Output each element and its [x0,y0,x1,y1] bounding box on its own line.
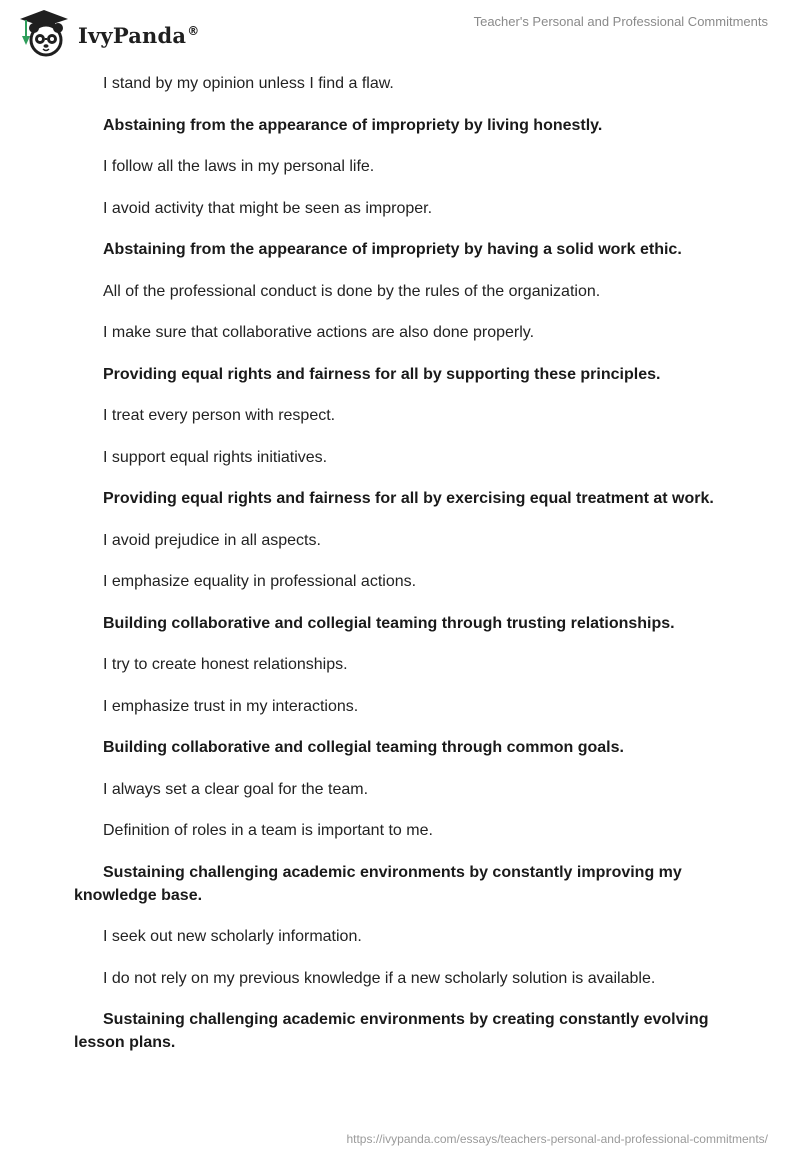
section-heading: Sustaining challenging academic environments by constantly improving my knowledge base. [74,863,682,904]
body-paragraph: I support equal rights initiatives. [103,448,328,466]
body-paragraph: I follow all the laws in my personal life. [103,158,375,175]
section-heading: Building collaborative and collegial teaming through common goals. [103,739,624,756]
ivypanda-logo[interactable] [16,8,199,58]
source-url[interactable]: https://ivypanda.com/essays/teachers-personal-and-professional-commitments/ [346,1132,768,1146]
document-body [74,72,724,1073]
logo-wordmark: IvyPanda® [78,22,200,48]
document-title: Teacher's Personal and Professional Commitments [473,14,768,29]
body-paragraph: I make sure that collaborative actions are also done properly. [103,324,535,341]
body-paragraph: I avoid activity that might be seen as improper. [103,199,433,217]
panda-graduate-icon [16,8,72,58]
section-heading: Sustaining challenging academic environments by creating constantly evolving lesson plans. [74,1011,709,1051]
body-paragraph: I avoid prejudice in all aspects. [103,531,321,549]
body-paragraph: Definition of roles in a team is important to me. [103,822,433,839]
body-paragraph: I try to create honest relationships. [103,656,348,673]
body-paragraph: All of the professional conduct is done by the rules of the organization. [103,282,601,300]
body-paragraph: I seek out new scholarly information. [103,928,362,945]
body-paragraph: I emphasize trust in my interactions. [103,697,359,715]
section-heading: Providing equal rights and fairness for all by exercising equal treatment at work. [103,490,714,507]
body-paragraph: I always set a clear goal for the team. [103,780,369,798]
section-heading: Providing equal rights and fairness for all by supporting these principles. [103,365,661,383]
page-header [0,0,800,64]
body-paragraph: I do not rely on my previous knowledge if a new scholarly solution is available. [103,969,656,987]
section-heading: Abstaining from the appearance of impropriety by living honestly. [103,116,603,134]
section-heading: Building collaborative and collegial teaming through trusting relationships. [103,614,675,632]
section-heading: Abstaining from the appearance of impropriety by having a solid work ethic. [103,241,682,258]
body-paragraph: I stand by my opinion unless I find a flaw. [103,75,394,92]
body-paragraph: I treat every person with respect. [103,407,336,424]
body-paragraph: I emphasize equality in professional actions. [103,573,417,590]
